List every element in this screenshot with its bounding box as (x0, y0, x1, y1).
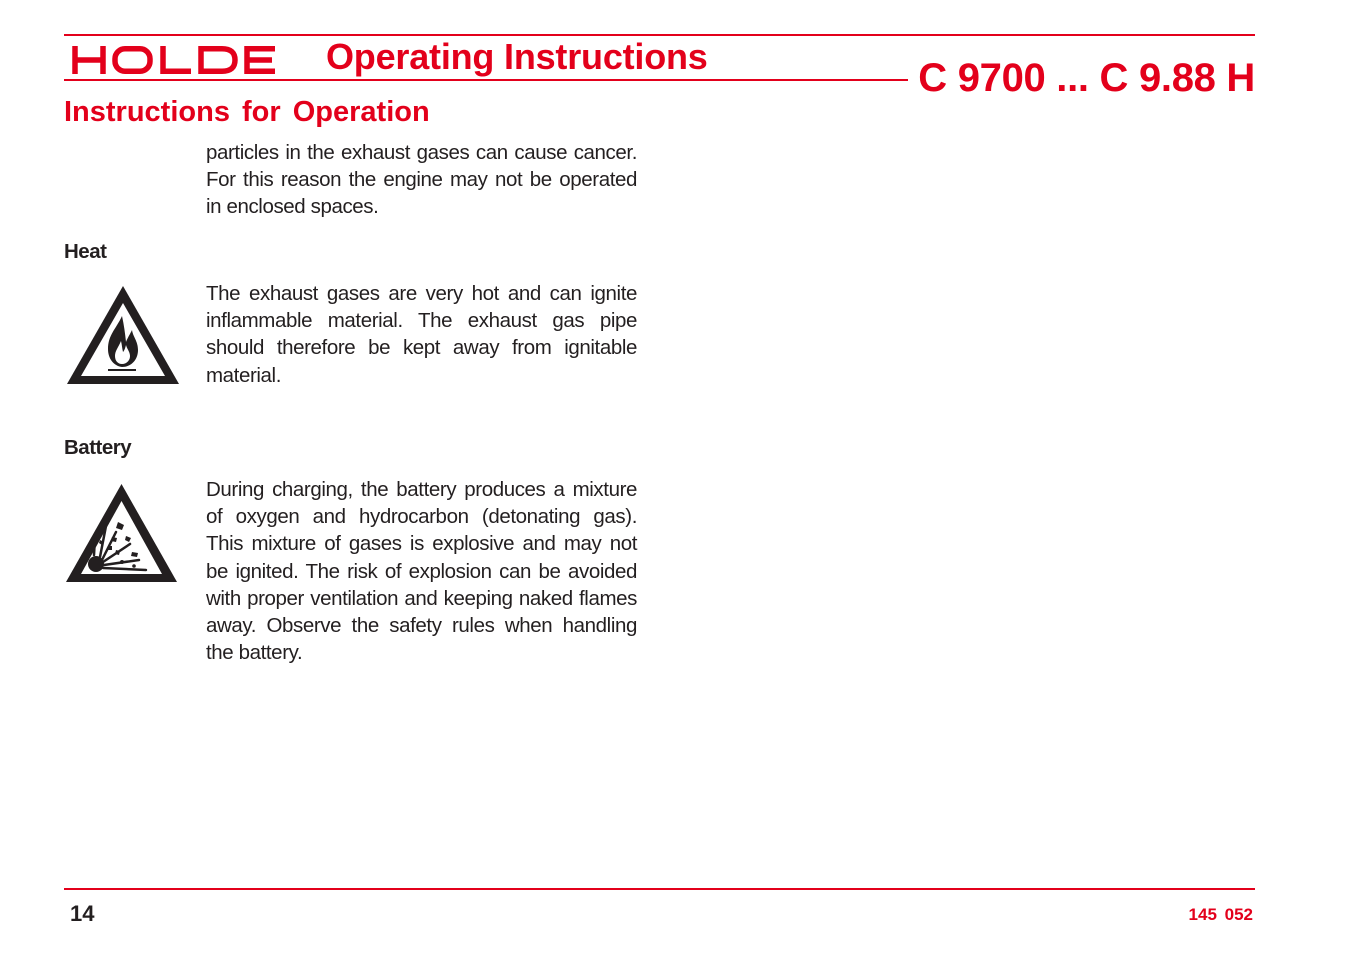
battery-paragraph: During charging, the battery produces a mixture of oxygen and hydrocarbon (detonating gas). This mixture of gases is explosive and may not be ignited. The risk of explosion can be avoided with proper ventilation and keeping naked flames away. Observe the safety rules when handling the battery. (206, 478, 637, 665)
explosion-warning-icon (64, 482, 179, 584)
model-title: C 9700 ... C 9.88 H (918, 56, 1255, 100)
heat-heading: Heat (64, 240, 107, 263)
flame-warning-icon (64, 283, 182, 387)
battery-heading: Battery (64, 436, 132, 459)
intro-paragraph: particles in the exhaust gases can cause cancer. For this reason the engine may not be operated in enclosed spaces. (206, 141, 637, 219)
footer-rule (64, 888, 1255, 890)
holder-logo (72, 44, 288, 76)
heat-paragraph: The exhaust gases are very hot and can ignite inflammable material. The exhaust gas pipe should therefore be kept away from ignitable material. (206, 282, 637, 387)
header-mid-rule (64, 79, 908, 81)
page-number: 14 (70, 901, 95, 926)
document-title: Operating Instructions (326, 36, 708, 77)
document-number: 145 052 (1188, 905, 1253, 924)
section-heading: Instructions for Operation (64, 96, 430, 128)
